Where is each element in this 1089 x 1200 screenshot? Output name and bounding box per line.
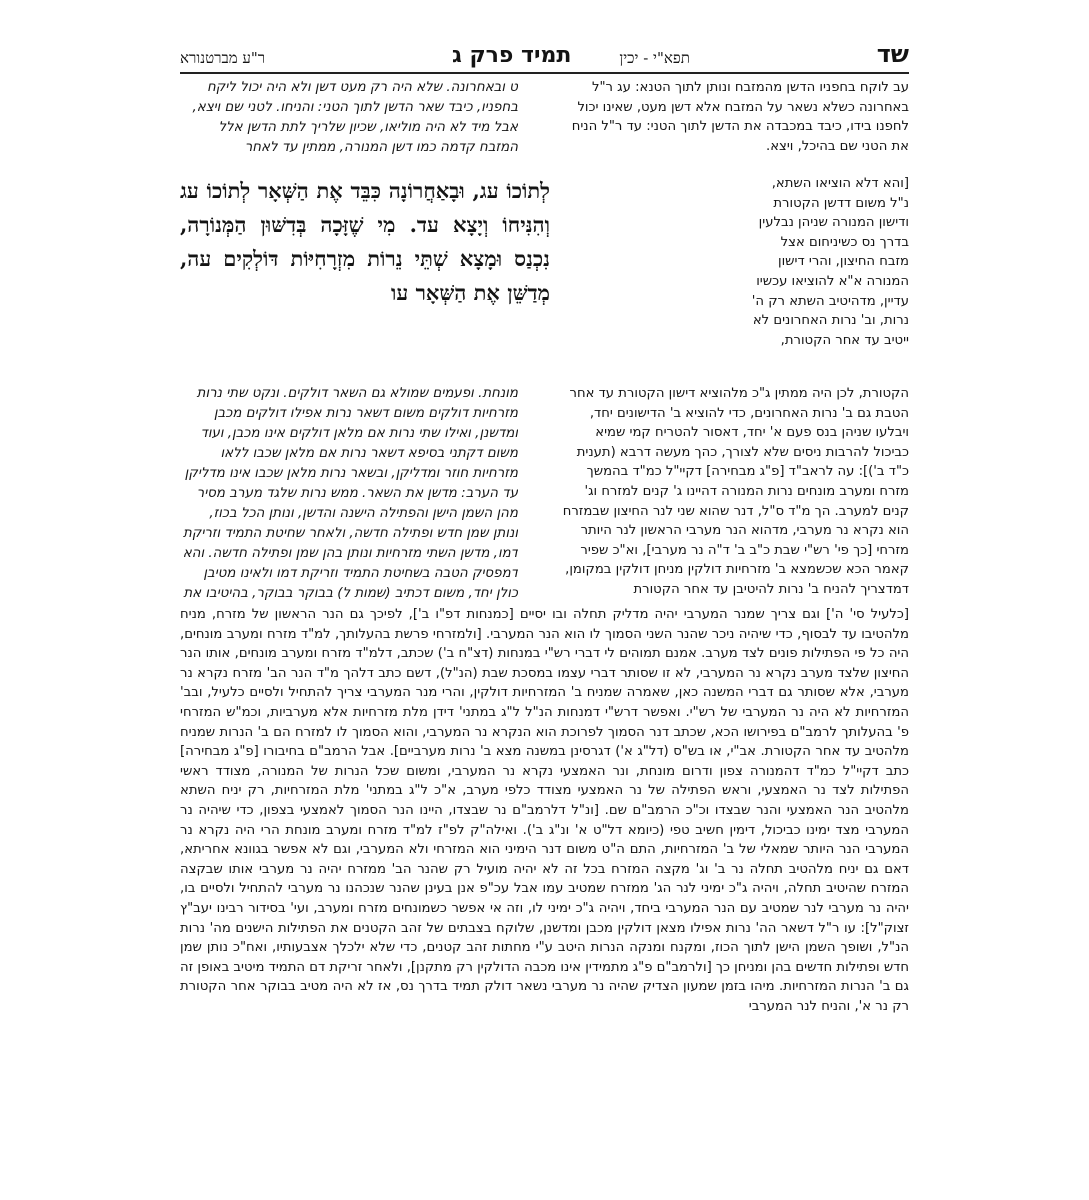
bartenura-bottom <box>180 384 518 602</box>
tractate-title: תמיד פרק ג <box>451 43 572 68</box>
commentary-right-bottom <box>557 384 909 602</box>
mishna-text <box>180 174 550 384</box>
commentary-paragraph: [כלעיל סי' ה'] וגם צריך שמנר המערבי יהיה מדליק תחלה ובו יסיים [כמנחות דפ"ו ב'], לפיכך גם הנר הראשון של מזרח, מניח מלהטיבו עד לבסוף, כדי שיהיה ניכר שהנר השני הסמוך לו הוא הנר המערבי. [ולמזרחי פרשת בהעלותך, למ"ד מזרח ומערב מונחים, היה כל פי הפתילות פונים לצד מערב. אמנם תמוהים לי דברי רש"י במנחות (דצ"ח ב') שכתב, דלמ"ד מזרח ומערב מונחים, אותו הנר החיצון שלצד מערב נקרא נר המערבי, לא זו שסותר דברי עצמו במסכת שבת (הנ"ל), דשם כתב דלהך מ"ד הנר הב' מזרח נקרא נר מערבי, אלא שסותר גם דברי המשנה כאן, שאמרה שמניח ב' המזרחיות דולקין, והרי מנר המערבי צריך להתחיל ולסיים כלעיל, ובב' המזרחיות לא היה נר המערבי של רש"י. ואפשר דרש"י דמנחות הנ"ל ל"ג במתני' דידן מלת מזרחיות אלא מערביות, וכמ"ש המזרחי פ' בהעלותך לרמב"ם בפירושו הכא, שכתב דנר הסמוך לפרוכת הוא הנקרא נר המערבי, והוא הסמוך לו למזרח הם ב' הנרות שמניח מלהטיב עד אחר הקטורת. אב"י, או בש"ס (דל"ג א') דגרסינן במשנה מצא ב' נרות מערביים]. אבל הרמב"ם בחיבורו [פ"ג מבחירה] כתב דקיי"ל כמ"ד דהמנורה צפון ודרום מונחת, ונר האמצעי נקרא נר המערבי, ומשום שכל הנרות של המנורה, מצודד ראשי הפתילות לצד נר האמצעי, וראש הפתילה של נר האמצעי מצודד כלפי מערב, א"כ ל"ג במתני' מלת המזרחיות, רק יניח השתא מלהטיב הנר האמצעי והנר שבצדו וכ"כ הרמב"ם שם. [ונ"ל דלרמב"ם נר שבצדו, היינו הנר הסמוך לאמצעי בצפון, כדי שיהיה נר המערבי מצד ימינו כביכול, דימין חשיב טפי (כיומא דל"ט א' ונ"ג ב'). ואילה"ק לפ"ז למ"ד מזרח ומערב מונחת הרי היה נקרא נר המערבי הנר היותר שמאלי של ב' המזרחיות, התם ה"ט משום דנר הימיני הוא המזרחי ולא המערבי, וגם לא אפשר בגוונא אחריתא, דאם גם יניח מלהטיב תחלה נר ב' וג' מקצה המזרח בכל זה לא יהיה מועיל רק שהנר הב' ממזרח יהיה נר מערבי אותו שבקצה המזרח שהיטיב תחלה, ויהיה ג"כ ימיני לנר הג' ממזרח שמטיב עמו אבל עכ"פ אנן בעינן שהנר שנכהנו נר מערבי להתחיל ולסיים בו, יהיה נר מערבי לנר שמטיב עם הנר המערבי ביחד, ויהיה ג"כ ימיני לו, וזה אי אפשר כשמונחים מזרח ומערב, ועי' בסידור רבינו יעב"ץ זצוק"ל]: עו ר"ל דשאר הה' נרות אפילו מצאן דולקין מכבן ומדשנן, שלוקח בצבתים של זהב הקטנים את הפתילות הישנים מה' נרות הנ"ל, ושופך השמן הישן לתוך הכוז, ומקנח ומנקה הנרות היטב ע"י מחתות זהב קטנים, כדי שלא ילכלך אצבעותיו, ואח"כ נותן שמן חדש ופתילות חדשים בהן ומניחן כך [ולרמב"ם פ"ג מתמידין אינו מכבה הדולקין רק מתקנן], ולאחר זריקת דם התמיד מיטיב באופן זה גם ב' הנרות המזרחיות. מיהו בזמן שמעון הצדיק שהיה נר מערבי נשאר דולק תמיד בדרך נס, אז לא היה מטיב בבוקר אחר הקטורת רק נר א', והניח לנר המערבי <box>180 607 909 1014</box>
running-header <box>180 28 909 74</box>
commentary-paragraph: הקטורת, לכן היה ממתין ג"כ מלהוציא דישון הקטורת עד אחר הטבת גם ב' נרות האחרונים, כדי להוציא ב' הדישונים יחד, ויבלעו שניהן בנס פעם א' יחד, דאסור להטריח קמי שמיא כביכול להרבות ניסים שלא לצורך, כהך מעשה דרבא (תענית כ"ד ב')]: עה לראב"ד [פ"ג מבחירה] דקיי"ל כמ"ד בהמשך מזרח ומערב מונחים נרות המנורה דהיינו ג' קנים למזרח וג' קנים למערב. הך מ"ד ס"ל, דנר שהוא שני לנר החיצון שבמזרח הוא נקרא נר מערבי, מדהוא הנר מערבי הראשון לנר היותר מזרחי [כך פי' רש"י שבת כ"ב ב' ד"ה נר מערבי], וא"כ שפיר קאמר הכא שכשמצא ב' מזרחיות דולקין מניחן דולקין במקומן, דמדצריך להניח ב' נרות להיטיבן עד אחר הקטורת <box>562 386 909 597</box>
commentary-right-top <box>557 78 909 174</box>
mishna-body: לְתוֹכוֹ עג, וּבָאַחֲרוֹנָה כִּבֵּד אֶת הַשְּׁאָר לְתוֹכוֹ עג וְהִנִּיחוֹ וְיָצָא עד. מִי שֶׁזָּכָה בְּדִשּׁוּן הַמְּנוֹרָה, נִכְנַס וּמָצָא שְׁתֵּי נֵרוֹת מִזְרָחִיּוֹת דּוֹלְקִים עה, מְדַשֵּׁן אֶת הַשְּׁאָר עו <box>180 178 550 305</box>
header-year: תפא"י - יכין <box>619 49 690 67</box>
commentary-title: ר"ע מברטנורא <box>180 49 266 67</box>
commentary-paragraph: עב לוקח בחפניו הדשן מהמזבח ונותן לתוך הטנא: עג ר"ל באחרונה כשלא נשאר על המזבח אלא דשן מעט, שאינו יכול לחפנו בידו, כיבד במכבדה את הדשן לתוך הטני: עד ר"ל הניח את הטני שם בהיכל, ויצא. <box>571 80 909 154</box>
commentary-paragraph: [והא דלא הוציאו השתא, נ"ל משום דדשן הקטורת ודישון המנורה שניהן נבלעין בדרך נס כשיניחום אצל מזבח החיצון, והרי דישון המנורה א"א להוציאו עכשיו עדיין, מדהיטיב השתא רק ה' נרות, וב' נרות האחרונים לא ייטיב עד אחר הקטורת, <box>751 176 909 348</box>
commentary-right-side <box>749 174 909 384</box>
bartenura-top <box>180 78 518 174</box>
bartenura-paragraph: ט ובאחרונה. שלא היה רק מעט דשן ולא היה יכול ליקח בחפניו, כיבד שאר הדשן לתוך הטני: והניחו. לטני שם ויצא, אבל מיד לא היה מוליאו, שכיון שלריך לתת הדשן אלל המזבח קדמה כמו דשן המנורה, ממתין עד לאחר <box>192 80 518 155</box>
page-number: שד <box>876 40 909 68</box>
commentary-full-width <box>180 605 909 1016</box>
bartenura-paragraph: מונחת. ופעמים שמולא גם השאר דולקים. ונקט שתי נרות מזרחיות דולקים משום דשאר נרות אפילו דולקים מכבן ומדשנן, ואילו שתי נרות אם מלאן דולקים אינו מכבן, ועוד משום דקתני בסיפא דשאר נרות אם מלאן שכבו ללאו מזרחיות חוזר ומדליקן, ובשאר נרות מלאן שכבו אינו מדליקן עד הערב: מדשן את השאר. ממש נרות שלגד מערב מסיר מהן השמן הישן והפתילה הישנה והדשן, ונותן הכל בכוז, ונותן שמן חדש ופתילה חדשה, ולאחר שחיטת התמיד וזריקת דמו, מדשן השתי מזרחיות ונותן בהן שמן ופתילה חדשה. והא דמפסיק הטבה בשחיטת התמיד וזריקת דמו ולאינו מטיבן כולן יחד, משום דכתיב (שמות ל) בבוקר בבוקר, בהיטיבו את <box>182 386 518 601</box>
header-center <box>452 43 690 68</box>
